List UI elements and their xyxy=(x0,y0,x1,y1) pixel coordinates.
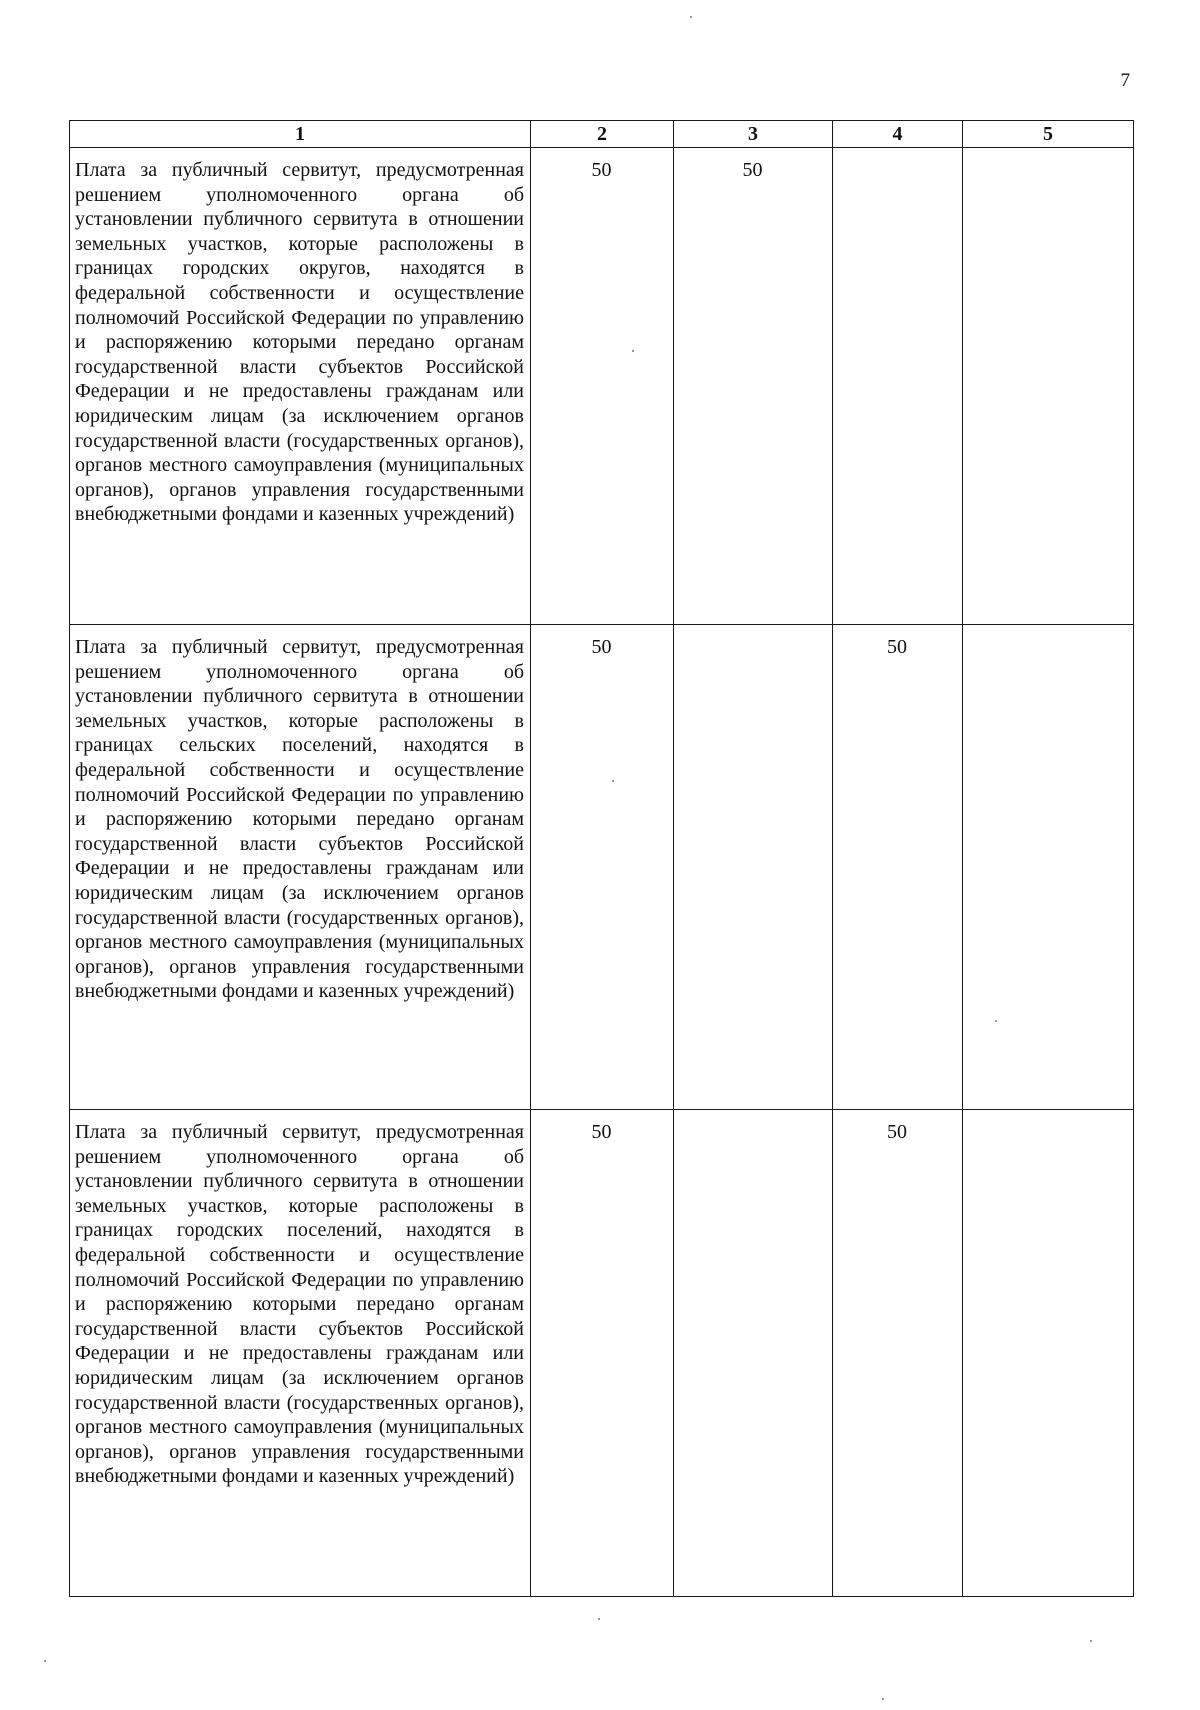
value-col-5 xyxy=(963,1110,1134,1597)
value-col-2: 50 xyxy=(531,625,674,1110)
value-col-3 xyxy=(674,1110,833,1597)
value-col-5 xyxy=(963,625,1134,1110)
scan-speck xyxy=(598,1618,600,1620)
value-col-4: 50 xyxy=(833,1110,963,1597)
income-description: Плата за публичный сервитут, предусмотренная решением уполномоченного органа об установлении публичного сервитута в отношении земельных участков, которые расположены в границах городских поселений, находятся в федеральной собственности и осуществление полномочий Российской Федерации по управлению и распоряжению которыми передано органам государственной власти субъектов Российской Федерации и не предоставлены гражданам или юридическим лицам (за исключением органов государственной власти (государственных органов), органов местного самоуправления (муниципальных органов), органов управления государственными внебюджетными фондами и казенных учреждений) xyxy=(70,1110,531,1597)
column-header-3: 3 xyxy=(674,121,833,148)
income-description: Плата за публичный сервитут, предусмотренная решением уполномоченного органа об установлении публичного сервитута в отношении земельных участков, которые расположены в границах сельских поселений, находятся в федеральной собственности и осуществление полномочий Российской Федерации по управлению и распоряжению которыми передано органам государственной власти субъектов Российской Федерации и не предоставлены гражданам или юридическим лицам (за исключением органов государственной власти (государственных органов), органов местного самоуправления (муниципальных органов), органов управления государственными внебюджетными фондами и казенных учреждений) xyxy=(70,625,531,1110)
scan-speck xyxy=(612,780,614,782)
column-header-5: 5 xyxy=(963,121,1134,148)
scan-speck xyxy=(690,16,692,18)
income-description: Плата за публичный сервитут, предусмотренная решением уполномоченного органа об установлении публичного сервитута в отношении земельных участков, которые расположены в границах городских округов, находятся в федеральной собственности и осуществление полномочий Российской Федерации по управлению и распоряжению которыми передано органам государственной власти субъектов Российской Федерации и не предоставлены гражданам или юридическим лицам (за исключением органов государственной власти (государственных органов), органов местного самоуправления (муниципальных органов), органов управления государственными внебюджетными фондами и казенных учреждений) xyxy=(70,148,531,625)
scan-speck xyxy=(44,1660,46,1662)
budget-allocation-table xyxy=(69,120,1134,1597)
table-row xyxy=(70,148,1134,625)
scan-speck xyxy=(882,1698,884,1700)
column-header-1: 1 xyxy=(70,121,531,148)
value-col-4: 50 xyxy=(833,625,963,1110)
scan-speck xyxy=(1090,1640,1092,1642)
value-col-4 xyxy=(833,148,963,625)
column-header-2: 2 xyxy=(531,121,674,148)
value-col-3 xyxy=(674,625,833,1110)
value-col-2: 50 xyxy=(531,148,674,625)
column-header-4: 4 xyxy=(833,121,963,148)
table-row xyxy=(70,1110,1134,1597)
value-col-5 xyxy=(963,148,1134,625)
scan-speck xyxy=(632,350,634,352)
value-col-2: 50 xyxy=(531,1110,674,1597)
table-header-row xyxy=(70,121,1134,148)
page-number: 7 xyxy=(1120,70,1130,91)
scan-speck xyxy=(995,1020,997,1022)
table-row xyxy=(70,625,1134,1110)
value-col-3: 50 xyxy=(674,148,833,625)
